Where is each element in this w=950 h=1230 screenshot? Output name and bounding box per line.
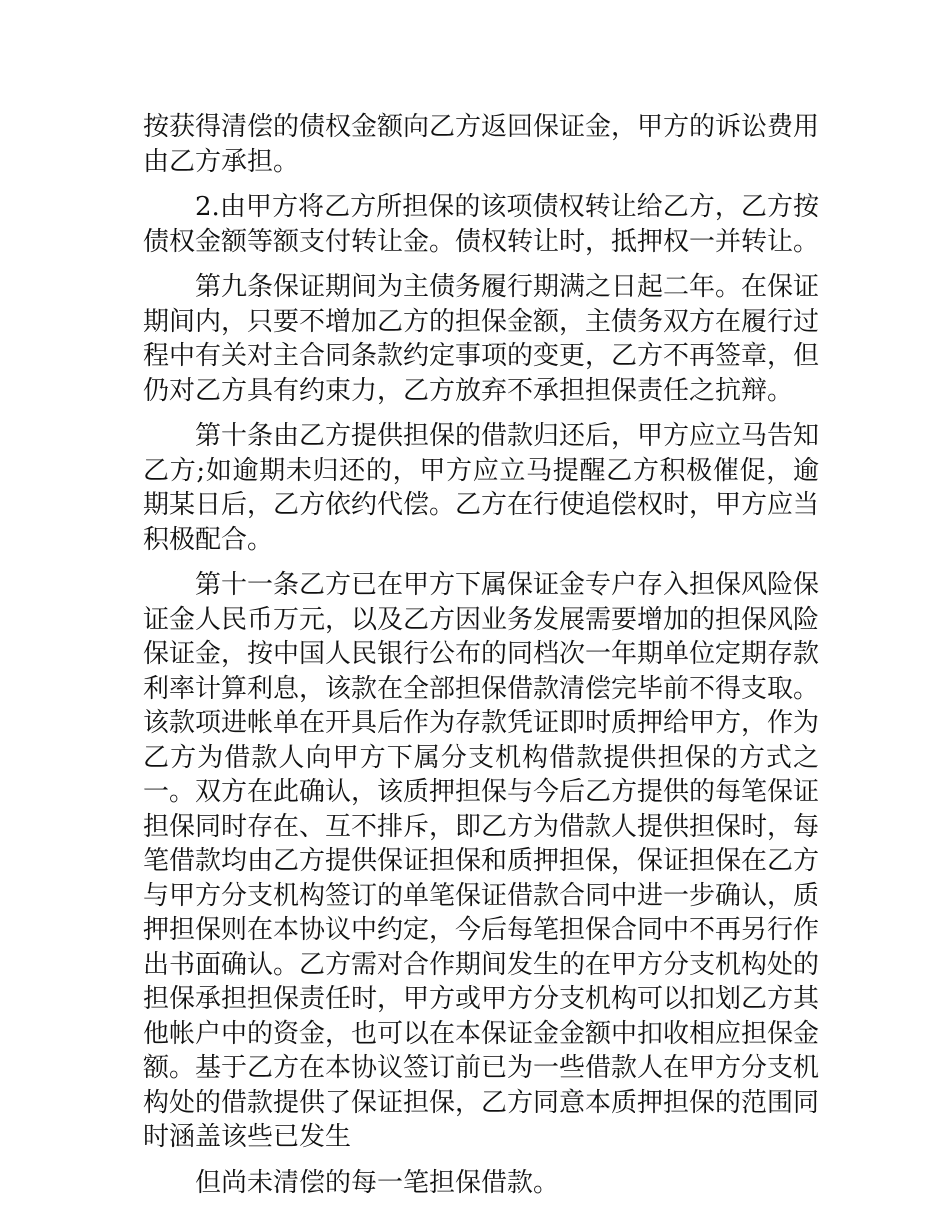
paragraph-article-11: 第十一条乙方已在甲方下属保证金专户存入担保风险保证金人民币万元，以及乙方因业务发展需要增加的担保风险保证金，按中国人民银行公布的同档次一年期单位定期存款利率计算利息，该款在全部担保借款清偿完毕前不得支取。该款项进帐单在开具后作为存款凭证即时质押给甲方，作为乙方为借款人向甲方下属分支机构借款提供担保的方式之一。双方在此确认，该质押担保与今后乙方提供的每笔保证担保同时存在、互不排斥，即乙方为借款人提供担保时，每笔借款均由乙方提供保证担保和质押担保，保证担保在乙方与甲方分支机构签订的单笔保证借款合同中进一步确认，质押担保则在本协议中约定，今后每笔担保合同中不再另行作出书面确认。乙方需对合作期间发生的在甲方分支机构处的担保承担担保责任时，甲方或甲方分支机构可以扣划乙方其他帐户中的资金，也可以在本保证金金额中扣收相应担保金额。基于乙方在本协议签订前已为一些借款人在甲方分支机构处的借款提供了保证担保，乙方同意本质押担保的范围同时涵盖该些已发生 — [143, 570, 820, 1152]
paragraph-article-10: 第十条由乙方提供担保的借款归还后，甲方应立马告知乙方;如逾期未归还的，甲方应立马提醒乙方积极催促，逾期某日后，乙方依约代偿。乙方在行使追偿权时，甲方应当积极配合。 — [143, 421, 820, 555]
document-body — [143, 110, 819, 1211]
paragraph-continuation: 按获得清偿的债权金额向乙方返回保证金，甲方的诉讼费用由乙方承担。 — [143, 112, 820, 177]
paragraph-article-11-tail: 但尚未清偿的每一笔担保借款。 — [195, 1167, 560, 1198]
paragraph-article-9: 第九条保证期间为主债务履行期满之日起二年。在保证期间内，只要不增加乙方的担保金额，主债务双方在履行过程中有关对主合同条款约定事项的变更，乙方不再签章，但仍对乙方具有约束力，乙方放弃不承担担保责任之抗辩。 — [143, 272, 820, 406]
paragraph-item-2: 2.由甲方将乙方所担保的该项债权转让给乙方，乙方按债权金额等额支付转让金。债权转让时，抵押权一并转让。 — [143, 192, 820, 257]
